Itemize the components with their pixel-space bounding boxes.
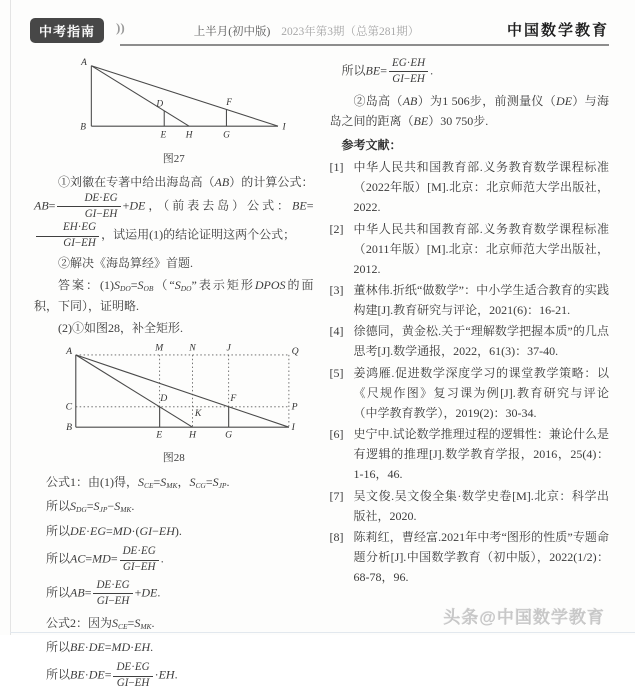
reference-text: 史宁中.试论数学推理过程的逻辑性：兼论什么是有逻辑的推理[J].数学教育学报，2016，25(4)：1-16，46. <box>353 427 609 482</box>
reference-text: 姜鸿雁.促进数学深度学习的课堂教学策略：以《尺规作图》复习课为例[J].教育研究与评论（中学教育教学），2019(2)：30-34. <box>353 365 609 420</box>
answer-part-2: ②岛高（AB）为1 506步，前测量仪（DE）与海岛之间的距离（BE）30 750步. <box>329 93 609 128</box>
formula-line: 公式1：由(1)得，$S_{CE}=S_{MK}$，$S_{CG}=S_{JP}$. <box>46 474 230 490</box>
formula-line: 公式2：因为$S_{CE}=S_{MK}$. <box>46 615 155 631</box>
reference-text: 中华人民共和国教育部.义务教育数学课程标准（2022年版）[M].北京：北京师范大学出版社，2022. <box>353 160 609 215</box>
issue-number: 2023年第3期（总第281期） <box>281 26 420 38</box>
issue-info <box>124 23 489 39</box>
reference-text: 徐德同，黄金松.关于“理解数学把握本质”的几点思考[J].数学通报，2022，61(3)：37-40. <box>353 324 609 359</box>
reference-number: [6] <box>329 427 344 442</box>
page-header <box>34 12 609 46</box>
answer-statement: 答案：$(1)S_{DO}=S_{OB}(“S_{DO}$”表示矩形DPOS的面积，下同），证明略. <box>34 278 314 313</box>
figure-27-caption: 图27 <box>162 153 185 166</box>
formula-list <box>34 472 314 691</box>
reference-item <box>330 486 610 526</box>
reference-item <box>330 363 610 423</box>
vertex-label-E: E <box>160 130 166 141</box>
references-heading: 参考文献： <box>341 137 402 152</box>
problem-statement-1: ①刘徽在专著中给出海岛高（AB）的计算公式：AB= $\frac{DE\cdot EG}{GI-EH}$ +DE，（前表去岛）公式：BE= $\frac{EH\cdot EG}{GI-EH}$ ，试运用(1)的结论证明这两个公式； <box>34 174 314 250</box>
badge-marks: )) <box>116 20 125 35</box>
reference-list <box>330 157 610 587</box>
section-badge: 中考指南 <box>30 18 104 43</box>
vertex-label-D: D <box>156 99 163 110</box>
vertex-label-Q: Q <box>291 346 299 358</box>
formula-line: 所以BE·DE= $\frac{DE\cdot EG}{GI-EH}$ ·EH. <box>46 661 178 690</box>
page-body <box>34 53 609 695</box>
formula-line: 所以$S_{DG}=S_{JP}-S_{MK}$. <box>46 499 135 515</box>
vertex-label-B: B <box>80 122 86 133</box>
reference-item <box>330 280 610 320</box>
vertex-label-E: E <box>155 429 162 441</box>
reference-number: [8] <box>329 529 344 544</box>
formula-line: 所以BE= $\frac{EG\cdot EH}{GI-EH}$ . <box>341 57 434 85</box>
reference-number: [4] <box>329 324 344 339</box>
vertex-label-G: G <box>222 130 230 141</box>
left-column <box>34 53 314 695</box>
vertex-label-J: J <box>226 342 231 354</box>
vertex-label-H: H <box>188 429 196 441</box>
figure-28 <box>34 340 314 468</box>
reference-item <box>330 219 610 279</box>
header-rule <box>120 44 609 46</box>
edition-label: 上半月(初中版) <box>193 26 271 38</box>
reference-number: [1] <box>329 160 344 175</box>
reference-text: 吴文俊.吴文俊全集·数学史卷[M].北京：科学出版社，2020. <box>353 488 609 523</box>
reference-text: 董林伟.折纸“做数学”：中小学生适合教育的实践构建[J].教育研究与评论，2021(6)：16-21. <box>353 283 609 318</box>
vertex-label-B: B <box>65 422 72 434</box>
vertex-label-P: P <box>291 401 298 413</box>
reference-item <box>330 527 610 587</box>
vertex-label-C: C <box>65 401 72 413</box>
vertex-label-H: H <box>185 130 193 141</box>
figure-28-caption: 图28 <box>162 452 185 465</box>
journal-title: 中国数学教育 <box>506 23 609 39</box>
reference-item <box>330 157 610 217</box>
reference-number: [7] <box>329 488 344 503</box>
reference-number: [5] <box>329 365 344 380</box>
right-column <box>330 53 610 695</box>
vertex-label-I: I <box>282 122 286 133</box>
formula-line: 所以AB= $\frac{DE\cdot EG}{GI-EH}$ +DE. <box>46 578 161 607</box>
vertex-label-M: M <box>154 342 163 354</box>
reference-number: [3] <box>329 283 344 297</box>
formula-line: 所以DE·EG=MD·(GI−EH). <box>46 524 182 539</box>
figure-27 <box>34 55 314 169</box>
figure-28-drawing <box>48 340 300 443</box>
page-bottom-rule <box>10 632 635 633</box>
watermark: 头条@中国数学教育 <box>443 608 605 627</box>
reference-item <box>330 321 610 361</box>
vertex-label-A: A <box>65 346 72 358</box>
vertex-label-D: D <box>160 393 168 405</box>
vertex-label-N: N <box>189 342 196 354</box>
reference-item <box>330 424 610 484</box>
vertex-label-F: F <box>226 97 232 108</box>
problem-statement-2: ②解决《海岛算经》首题. <box>58 255 194 270</box>
page-fold-line <box>10 0 11 635</box>
figure-27-drawing <box>54 55 294 144</box>
fig27-labels <box>80 58 286 141</box>
vertex-label-K: K <box>194 408 202 420</box>
vertex-label-F: F <box>230 393 237 405</box>
vertex-label-I: I <box>291 422 295 434</box>
reference-number: [2] <box>329 221 344 236</box>
vertex-label-A: A <box>80 57 87 68</box>
answer-step: (2)①如图28，补全矩形. <box>58 320 183 335</box>
reference-text: 陈莉红，曹经富.2021年中考“图形的性质”专题命题分析[J].中国数学教育（初中版），2022(1/2)：68-78，96. <box>353 529 609 585</box>
reference-text: 中华人民共和国教育部.义务教育数学课程标准（2011年版）[M].北京：北京师范大学出版社，2012. <box>353 221 609 276</box>
formula-line: 所以AC=MD= $\frac{DE\cdot EG}{GI-EH}$ . <box>46 545 164 574</box>
vertex-label-G: G <box>224 429 232 441</box>
formula-line: 所以BE·DE=MD·EH. <box>46 640 154 655</box>
